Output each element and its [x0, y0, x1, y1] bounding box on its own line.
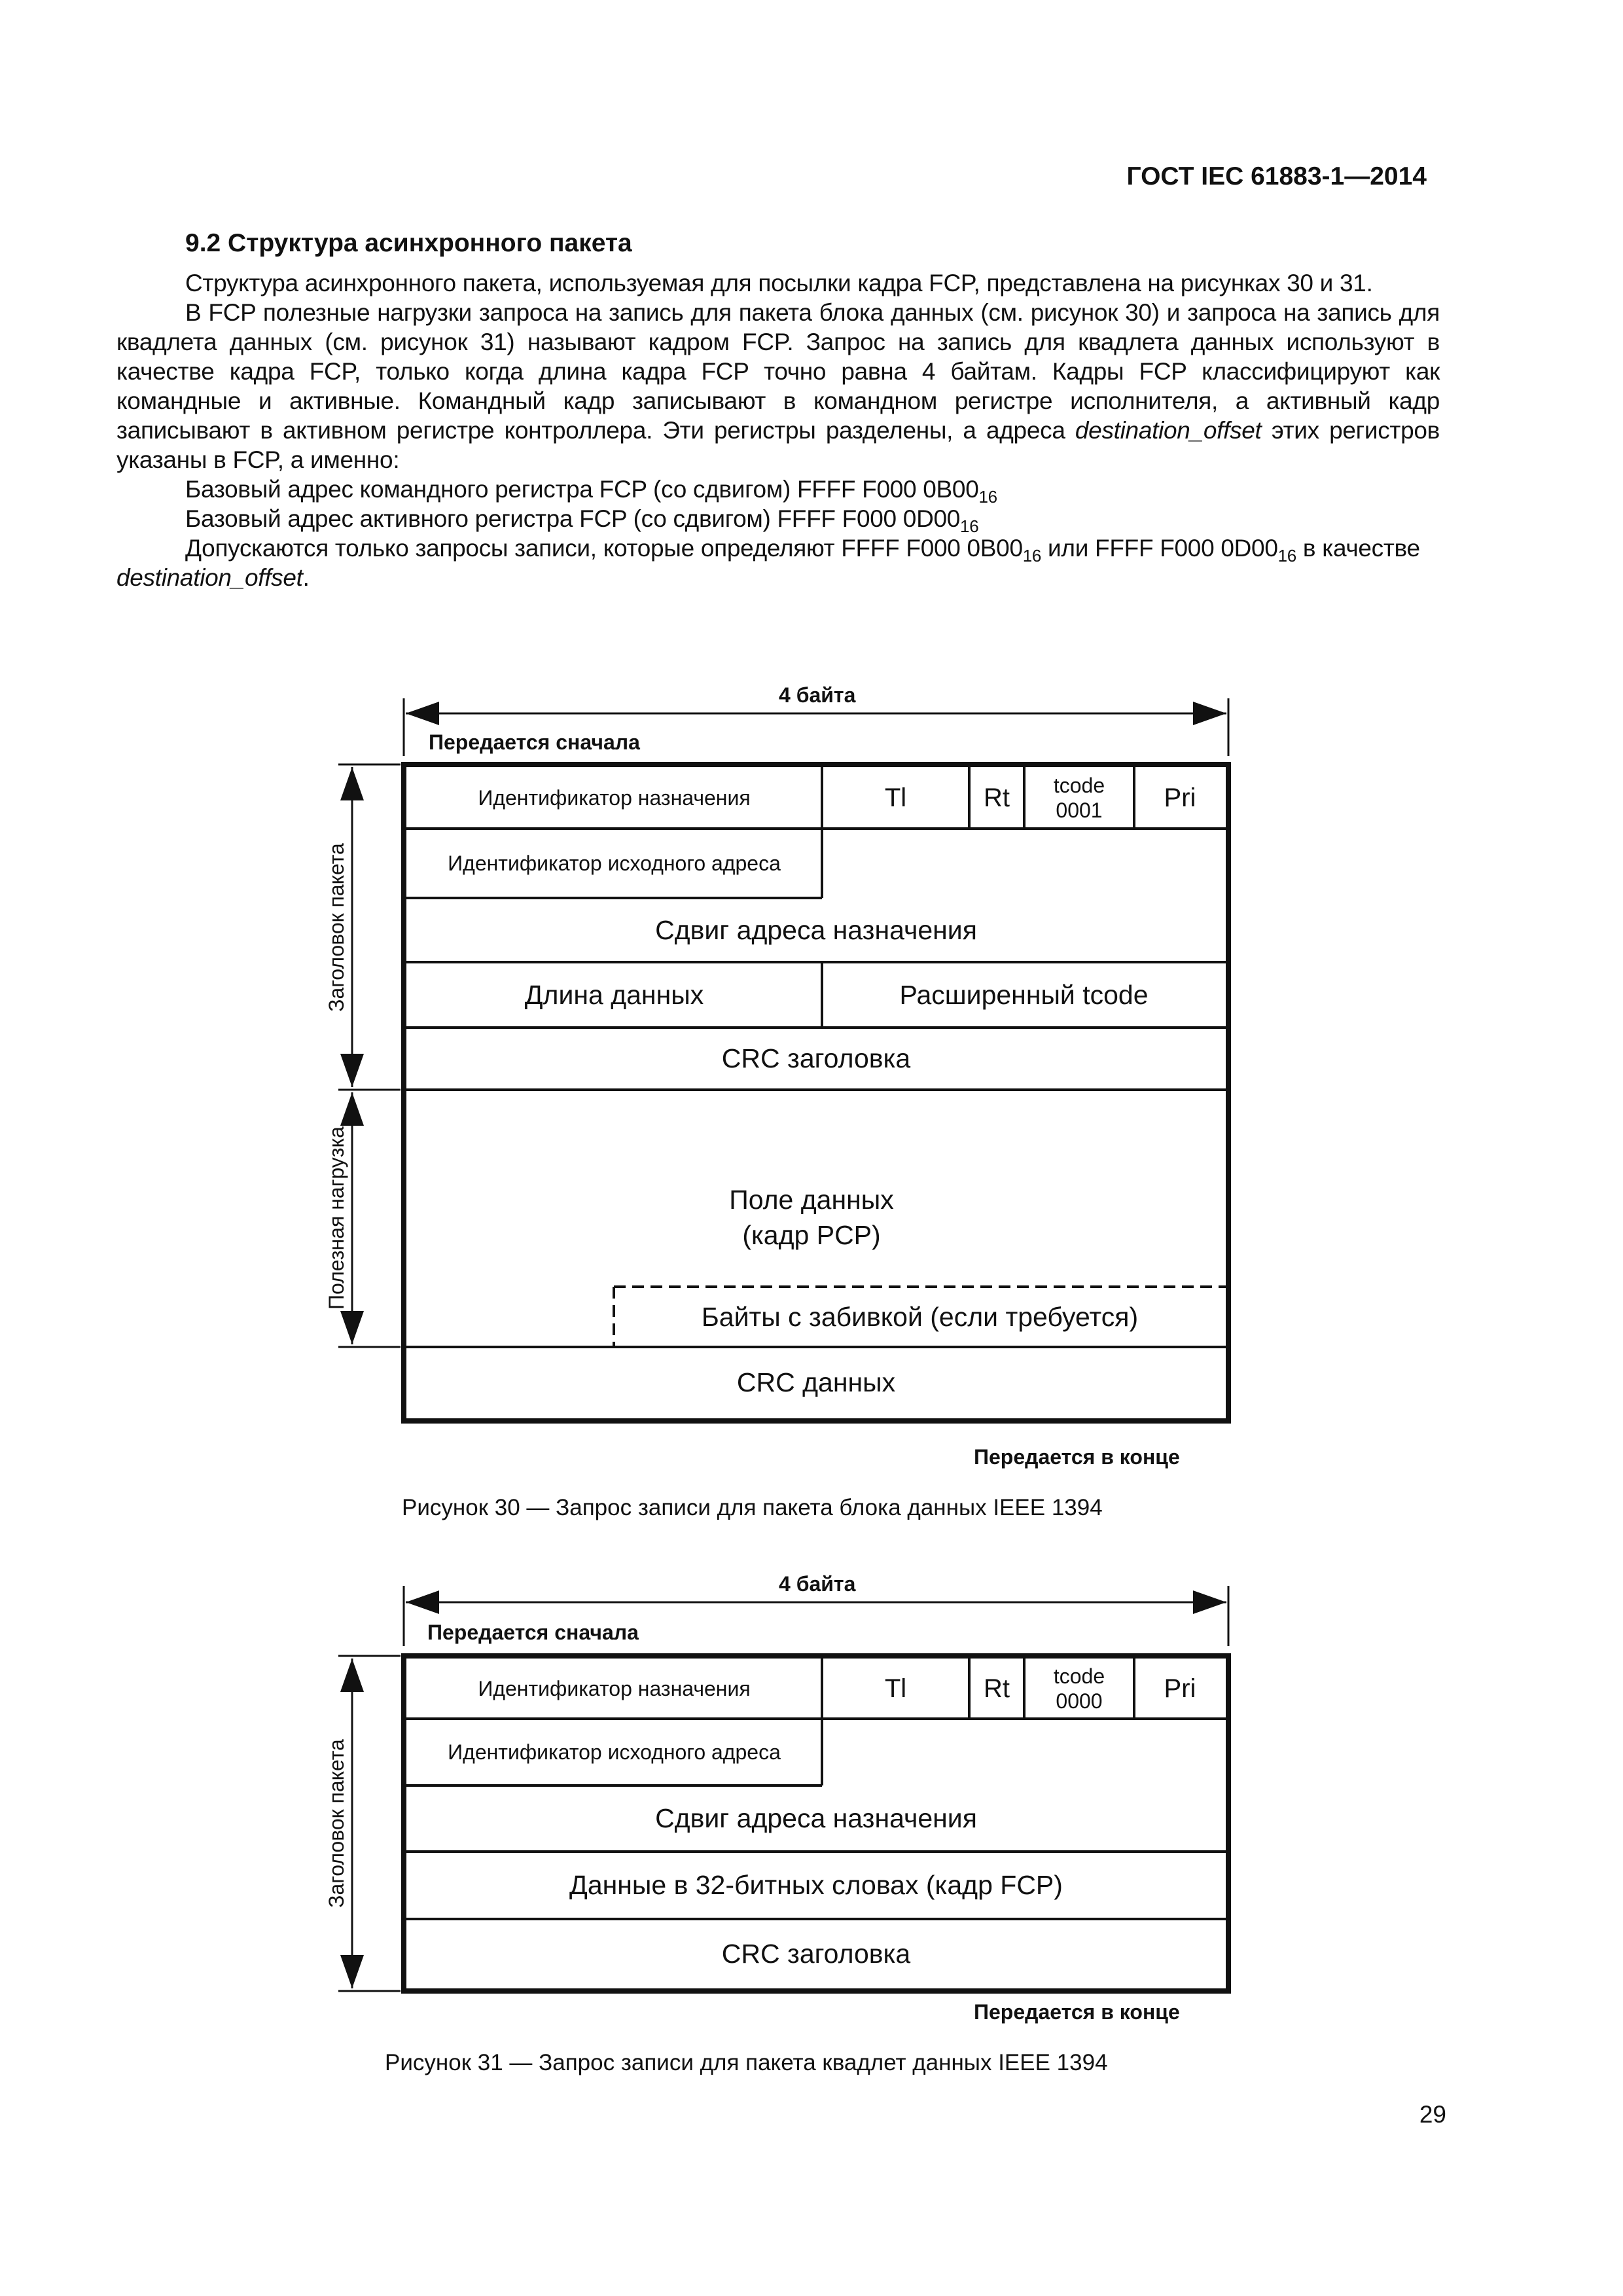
standard-header: ГОСТ IEC 61883-1—2014: [1126, 162, 1427, 190]
response-register-text: Базовый адрес активного регистра FCP (со сдвигом) FFFF F000 0D00: [185, 505, 961, 532]
quadlet-data-cell: Данные в 32-битных словах (кадр FCP): [569, 1870, 1063, 1900]
hex-subscript: 16: [978, 487, 997, 507]
paragraph-5-text: Допускаются только запросы записи, которые определяют FFFF F000 0B00: [185, 535, 1023, 562]
hex-subscript: 16: [960, 516, 979, 536]
data-field-sublabel: (кадр PCP): [742, 1220, 881, 1250]
source-id-cell: Идентификатор исходного адреса: [448, 1740, 781, 1764]
paragraph-2-tail: этих регистров указаны в FCP, а именно:: [116, 417, 1440, 473]
tcode-value: 0001: [1056, 798, 1103, 822]
paragraph-5-tail: в качестве: [1296, 535, 1420, 562]
figure-31-caption: Рисунок 31 — Запрос записи для пакета квадлет данных IEEE 1394: [385, 2050, 1108, 2075]
page-number: 29: [1419, 2101, 1446, 2128]
data-field-cell: [654, 1178, 969, 1257]
paragraph-2-text: В FCP полезные нагрузки запроса на запись для пакета блока данных (см. рисунок 30) и запроса на запись для квадлета данных (см. рисунок 31) называют кадром FCP. Запрос на запись для квадлета данных используют в качестве кадра FCP, только когда длина кадра FCP точно равна 4 байтам. Кадры FCP классифицируют как командные и активные. Командный кадр записывают в командном регистре исполнителя, а активный кадр записывают в активном регистре контроллера. Эти регистры разделены, а адреса: [116, 299, 1440, 444]
sent-first-label: Передается сначала: [429, 730, 640, 754]
header-crc-cell: CRC заголовка: [721, 1938, 911, 1969]
tcode-cell: [1024, 1659, 1134, 1719]
destination-id-cell: Идентификатор назначения: [478, 786, 751, 810]
packet-header-side-label: Заголовок пакета: [325, 1739, 348, 1908]
hex-subscript: 16: [1277, 546, 1296, 565]
tcode-label: tcode: [1053, 1664, 1105, 1688]
hex-subscript: 16: [1022, 546, 1042, 565]
tl-cell: Tl: [884, 1674, 907, 1703]
data-field-label: Поле данных: [729, 1185, 894, 1215]
padding-bytes-cell: Байты с забивкой (если требуется): [701, 1301, 1139, 1332]
paragraph-5: [116, 533, 1440, 592]
sent-first-label: Передается сначала: [427, 1621, 639, 1644]
pri-cell: Pri: [1164, 1674, 1196, 1703]
command-register-text: Базовый адрес командного регистра FCP (со сдвигом) FFFF F000 0B00: [185, 476, 979, 503]
tl-cell: Tl: [884, 783, 907, 812]
extended-tcode-cell: Расширенный tcode: [899, 979, 1149, 1010]
tcode-label: tcode: [1053, 774, 1105, 797]
period: .: [302, 564, 310, 591]
destination-offset-cell: Сдвиг адреса назначения: [655, 1803, 977, 1833]
destination-offset-term: destination_offset: [1075, 417, 1262, 444]
paragraph-4: [116, 504, 1440, 536]
body-text: [116, 268, 1440, 592]
destination-offset-term: destination_offset: [116, 564, 303, 591]
payload-side-label: Полезная нагрузка: [325, 1126, 348, 1310]
section-title: 9.2 Структура асинхронного пакета: [185, 229, 632, 257]
tcode-cell: [1024, 767, 1134, 829]
sent-last-label: Передается в конце: [974, 2000, 1180, 2024]
paragraph-3: [116, 475, 1440, 507]
header-crc-cell: CRC заголовка: [721, 1043, 911, 1073]
destination-offset-cell: Сдвиг адреса назначения: [655, 914, 977, 945]
rt-cell: Rt: [984, 783, 1010, 812]
width-label: 4 байта: [779, 683, 856, 707]
tcode-value: 0000: [1056, 1689, 1103, 1713]
figure-30-caption: Рисунок 30 — Запрос записи для пакета блока данных IEEE 1394: [402, 1495, 1103, 1520]
source-id-cell: Идентификатор исходного адреса: [448, 852, 781, 875]
packet-header-side-label: Заголовок пакета: [325, 843, 348, 1012]
data-crc-cell: CRC данных: [736, 1367, 896, 1397]
paragraph-5-middle: или FFFF F000 0D00: [1041, 535, 1278, 562]
paragraph-2: [116, 298, 1440, 475]
destination-id-cell: Идентификатор назначения: [478, 1677, 751, 1700]
data-length-cell: Длина данных: [524, 979, 704, 1010]
pri-cell: Pri: [1164, 783, 1196, 812]
rt-cell: Rt: [984, 1674, 1010, 1703]
width-label: 4 байта: [779, 1572, 856, 1596]
sent-last-label: Передается в конце: [974, 1445, 1180, 1469]
paragraph-1: Структура асинхронного пакета, используемая для посылки кадра FCP, представлена на рисунках 30 и 31.: [185, 270, 1373, 296]
